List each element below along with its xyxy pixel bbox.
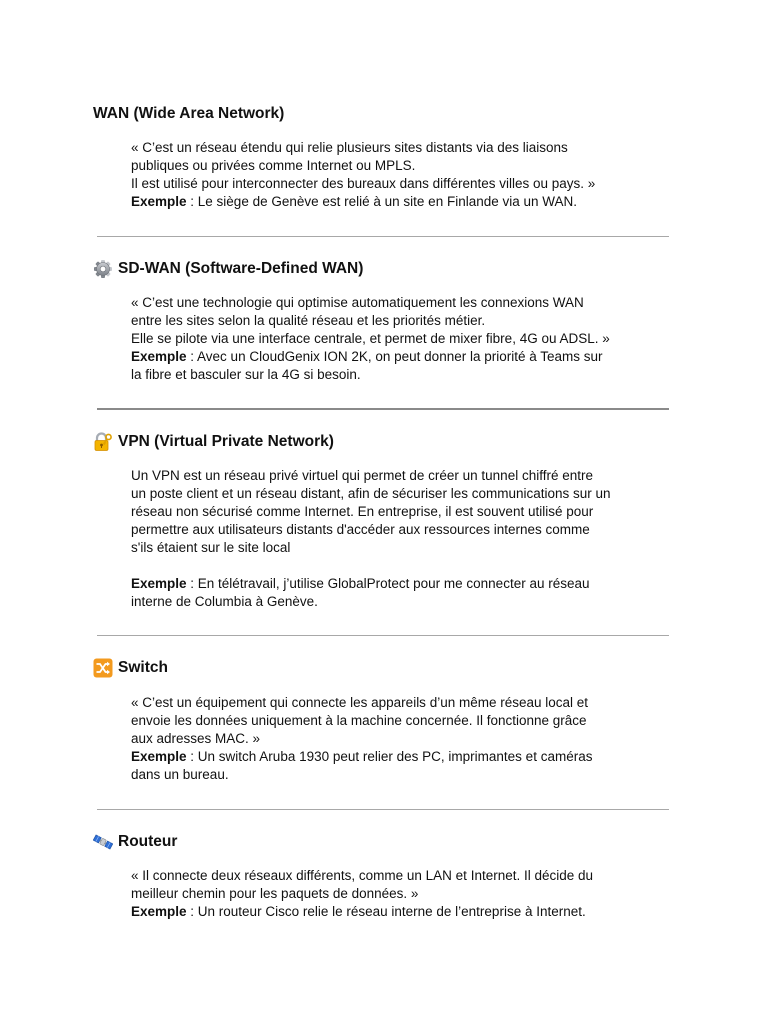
switch-example-text-1: : Un switch Aruba 1930 peut relier des PC, imprimantes et caméras: [186, 749, 593, 764]
switch-example-text-2: dans un bureau.: [131, 767, 229, 782]
vpn-example-text-1: : En télétravail, j’utilise GlobalProtect pour me connecter au réseau: [186, 576, 590, 591]
switch-line-2: envoie les données uniquement à la machine concernée. Il fonctionne grâce: [131, 713, 587, 728]
lock-with-key-icon: [93, 432, 113, 452]
paragraph-gap: [131, 557, 651, 575]
switch-line-3: aux adresses MAC. »: [131, 731, 261, 746]
switch-line-1: « C’est un équipement qui connecte les appareils d’un même réseau local et: [131, 695, 589, 710]
wan-line-3: Il est utilisé pour interconnecter des bureaux dans différentes villes ou pays. »: [131, 176, 596, 191]
section-heading-wan: [93, 104, 284, 124]
switch-example: [131, 748, 651, 766]
section-heading-sdwan: [93, 259, 363, 279]
vpn-example: [131, 575, 651, 593]
vpn-line-1: Un VPN est un réseau privé virtuel qui permet de créer un tunnel chiffré entre: [131, 468, 593, 483]
section-body-switch: [131, 694, 651, 784]
routeur-example: [131, 903, 651, 921]
section-heading-switch: [93, 658, 168, 678]
section-title-vpn: VPN (Virtual Private Network): [118, 433, 334, 450]
section-title-routeur: Routeur: [118, 833, 178, 850]
section-heading-routeur: [93, 832, 177, 852]
section-body-wan: [131, 139, 651, 211]
vpn-example-text-2: interne de Columbia à Genève.: [131, 594, 318, 609]
vpn-line-5: s'ils étaient sur le site local: [131, 540, 291, 555]
gear-icon: [93, 259, 113, 279]
shuffle-icon: [93, 658, 113, 678]
sdwan-line-3: Elle se pilote via une interface centrale, et permet de mixer fibre, 4G ou ADSL. »: [131, 331, 610, 346]
divider: [97, 635, 669, 636]
section-title-sdwan: SD-WAN (Software-Defined WAN): [118, 260, 364, 277]
routeur-line-2: meilleur chemin pour les paquets de données. »: [131, 886, 419, 901]
vpn-line-2: un poste client et un réseau distant, afin de sécuriser les communications sur un: [131, 486, 611, 501]
divider: [97, 236, 669, 237]
vpn-line-4: permettre aux utilisateurs distants d'accéder aux ressources internes comme: [131, 522, 590, 537]
section-body-sdwan: [131, 294, 651, 384]
sdwan-line-2: entre les sites selon la qualité réseau et les priorités métier.: [131, 313, 486, 328]
vpn-line-3: réseau non sécurisé comme Internet. En entreprise, il est souvent utilisé pour: [131, 504, 594, 519]
example-label: Exemple: [131, 576, 187, 591]
routeur-line-1: « Il connecte deux réseaux différents, comme un LAN et Internet. Il décide du: [131, 868, 594, 883]
wan-example-text: : Le siège de Genève est relié à un site en Finlande via un WAN.: [186, 194, 578, 209]
sdwan-line-1: « C’est une technologie qui optimise automatiquement les connexions WAN: [131, 295, 584, 310]
sdwan-example-text-2: la fibre et basculer sur la 4G si besoin.: [131, 367, 361, 382]
example-label: Exemple: [131, 349, 187, 364]
example-label: Exemple: [131, 194, 187, 209]
satellite-icon: [93, 832, 113, 852]
section-body-vpn: [131, 467, 651, 611]
divider: [97, 809, 669, 810]
section-title-switch: Switch: [118, 659, 168, 676]
section-title-wan: WAN (Wide Area Network): [93, 105, 285, 122]
routeur-example-text: : Un routeur Cisco relie le réseau interne de l’entreprise à Internet.: [186, 904, 586, 919]
example-label: Exemple: [131, 904, 187, 919]
wan-line-1: « C’est un réseau étendu qui relie plusieurs sites distants via des liaisons: [131, 140, 568, 155]
wan-line-2: publiques ou privées comme Internet ou MPLS.: [131, 158, 416, 173]
divider: [97, 408, 669, 410]
section-body-routeur: [131, 867, 651, 921]
section-heading-vpn: [93, 432, 334, 452]
sdwan-example-text-1: : Avec un CloudGenix ION 2K, on peut donner la priorité à Teams sur: [186, 349, 603, 364]
wan-example: [131, 193, 651, 211]
example-label: Exemple: [131, 749, 187, 764]
sdwan-example: [131, 348, 651, 366]
